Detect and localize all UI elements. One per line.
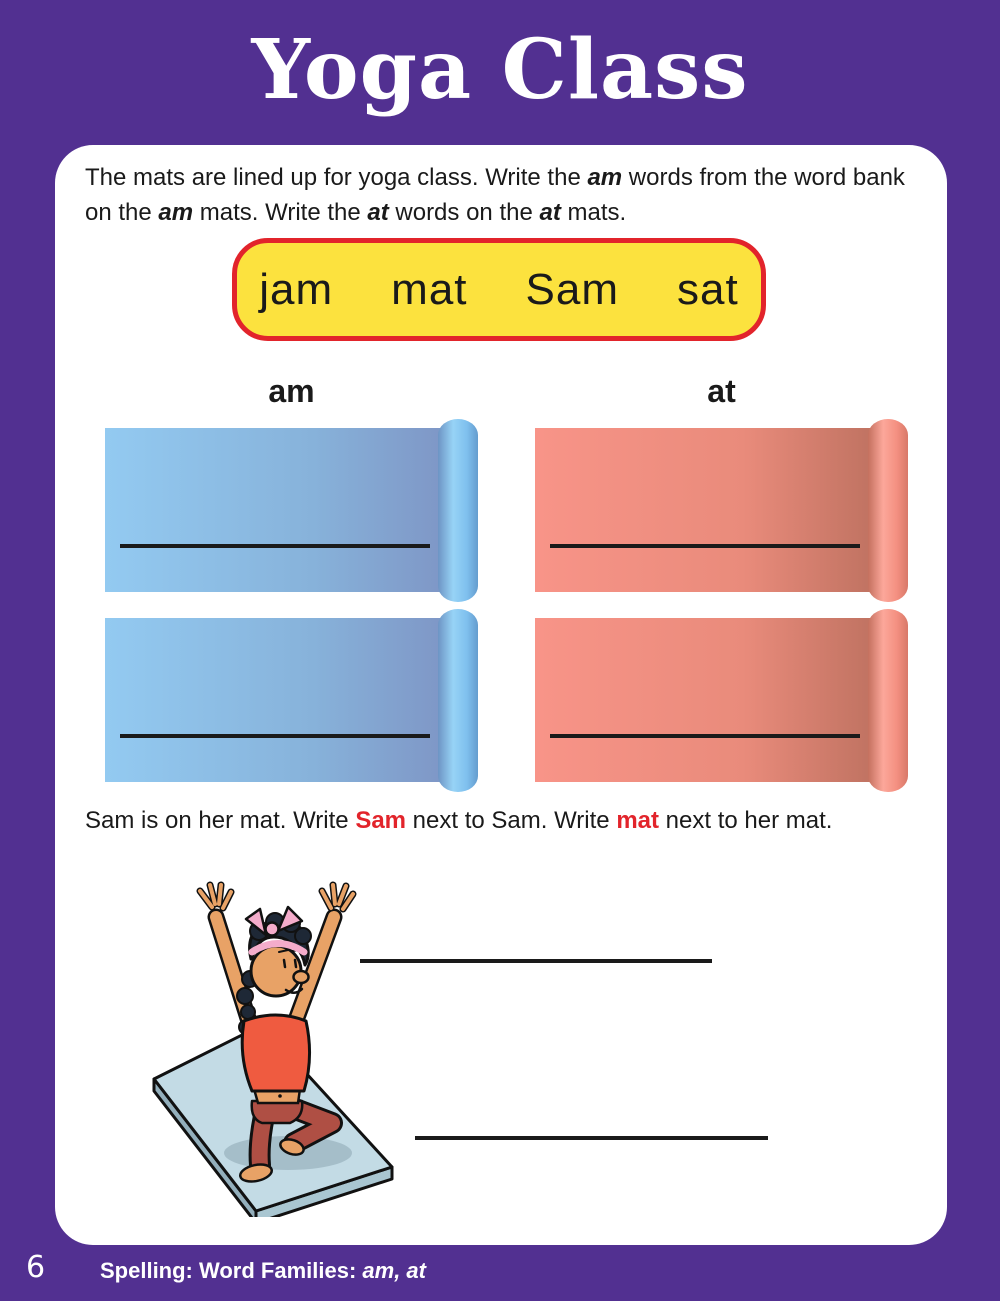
am-mat-2 bbox=[105, 609, 478, 792]
at-mat-2-answer-line[interactable] bbox=[550, 734, 860, 738]
at-mat-1-answer-line[interactable] bbox=[550, 544, 860, 548]
word-bank-word-sat: sat bbox=[677, 264, 739, 314]
instructions-segment: The mats are lined up for yoga class. Write the bbox=[85, 164, 588, 191]
activity2-segment: Sam is on her mat. Write bbox=[85, 807, 356, 834]
page-title: Yoga Class bbox=[251, 22, 749, 118]
instructions-text bbox=[85, 161, 913, 231]
word-bank-word-jam: jam bbox=[259, 264, 334, 314]
footer-caption bbox=[100, 1258, 426, 1284]
mat-roll bbox=[868, 419, 908, 602]
am-column-label: am bbox=[268, 373, 315, 409]
activity2-sam-word: Sam bbox=[355, 807, 407, 834]
at-column-label: at bbox=[707, 373, 736, 409]
word-bank bbox=[232, 238, 766, 341]
mat-roll bbox=[438, 419, 478, 602]
sam-answer-line[interactable] bbox=[360, 959, 712, 963]
word-bank-word-sam: Sam bbox=[525, 264, 620, 314]
word-bank-word-mat: mat bbox=[391, 264, 468, 314]
mat-roll bbox=[438, 609, 478, 792]
activity2-mat-word: mat bbox=[616, 807, 659, 834]
at-mat-2 bbox=[535, 609, 908, 792]
instructions-segment: words from the word bank on the bbox=[85, 164, 905, 226]
at-mat-1 bbox=[535, 419, 908, 602]
am-mat-1-answer-line[interactable] bbox=[120, 544, 430, 548]
yoga-girl-illustration bbox=[140, 859, 405, 1217]
footer-caption-label: Spelling: Word Families: bbox=[100, 1258, 363, 1283]
instructions-segment: mats. Write the bbox=[193, 198, 368, 226]
instructions-segment: words on the bbox=[388, 198, 540, 226]
mat-answer-line[interactable] bbox=[415, 1136, 768, 1140]
instructions-segment: mats. bbox=[560, 198, 627, 226]
page-number: 6 bbox=[26, 1250, 46, 1285]
instructions-at-word: at bbox=[539, 198, 561, 226]
am-mat-1 bbox=[105, 419, 478, 602]
activity2-segment: next to Sam. Write bbox=[406, 807, 617, 834]
footer-word-families: am, at bbox=[362, 1258, 426, 1283]
mat-surface bbox=[105, 618, 452, 782]
instructions-am-word: am bbox=[587, 164, 623, 191]
instructions-at-word: at bbox=[367, 198, 389, 226]
mat-surface bbox=[105, 428, 452, 592]
content-panel bbox=[55, 145, 947, 1245]
mat-surface bbox=[535, 618, 882, 782]
mat-roll bbox=[868, 609, 908, 792]
activity2-text bbox=[85, 807, 930, 835]
mat-surface bbox=[535, 428, 882, 592]
activity2-segment: next to her mat. bbox=[659, 807, 833, 834]
instructions-am-word: am bbox=[158, 198, 194, 226]
am-mat-2-answer-line[interactable] bbox=[120, 734, 430, 738]
